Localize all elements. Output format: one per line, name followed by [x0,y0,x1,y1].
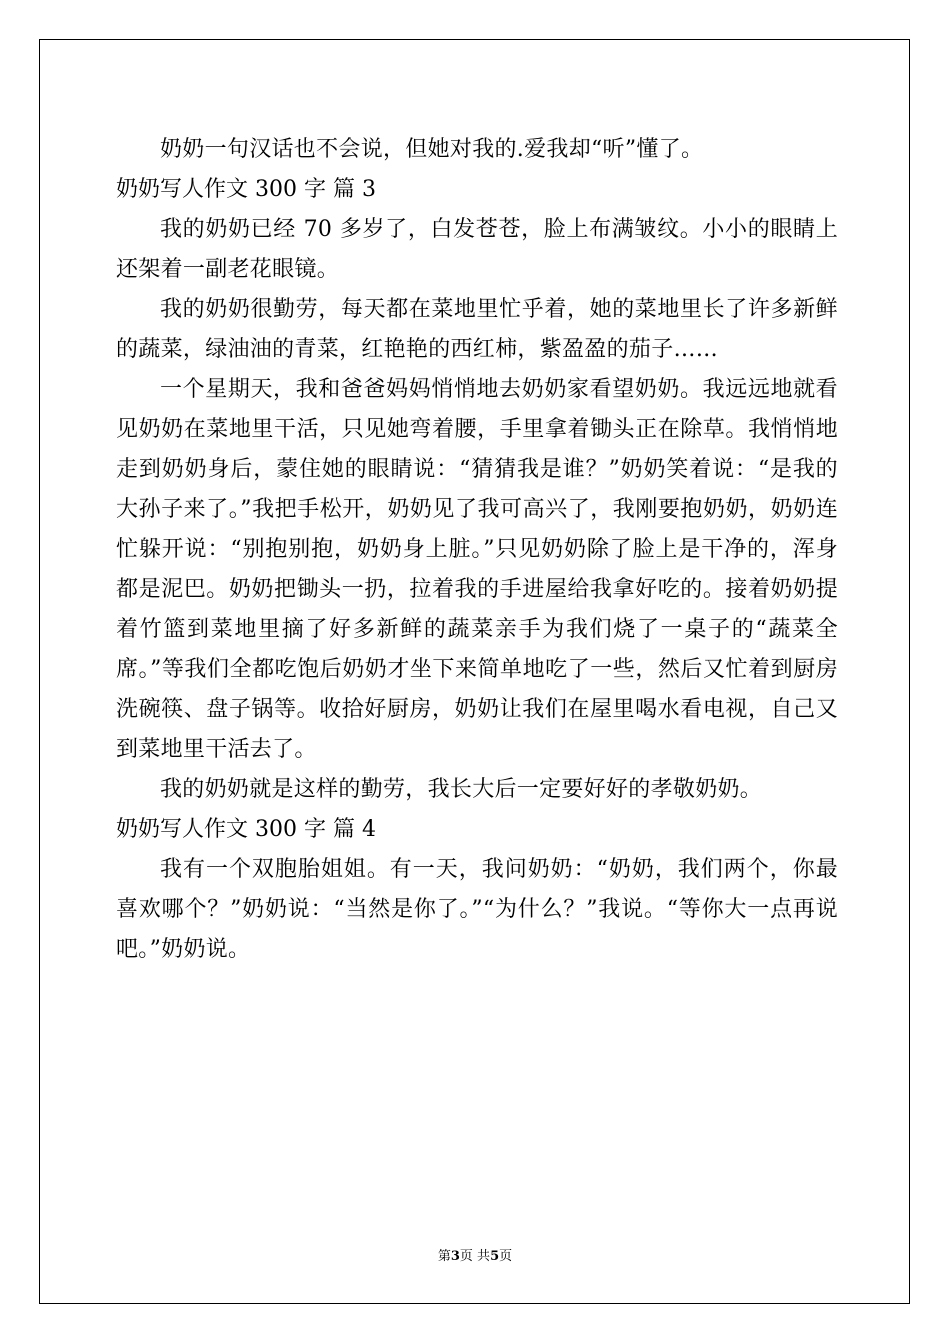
section-heading: 奶奶写人作文 300 字 篇 4 [116,817,376,842]
paragraph: 我的奶奶很勤劳，每天都在菜地里忙乎着，她的菜地里长了许多新鲜的蔬菜，绿油油的青菜，红艳艳的西红柿，紫盈盈的茄子…… [116,297,838,362]
page-footer [0,1248,950,1266]
current-page-number: 3 [450,1249,460,1264]
document-body [116,130,838,970]
footer-prefix: 第 [437,1249,451,1264]
paragraph: 奶奶一句汉话也不会说，但她对我的.爱我却“听”懂了。 [160,137,704,162]
paragraph: 我有一个双胞胎姐姐。有一天，我问奶奶：“奶奶，我们两个，你最喜欢哪个？”奶奶说：“当然是你了。”“为什么？”我说。“等你大一点再说吧。”奶奶说。 [116,857,838,962]
paragraph: 我的奶奶已经 70 多岁了，白发苍苍，脸上布满皱纹。小小的眼睛上还架着一副老花眼镜。 [116,217,838,282]
footer-mid: 页 共 [459,1249,491,1264]
paragraph: 一个星期天，我和爸爸妈妈悄悄地去奶奶家看望奶奶。我远远地就看见奶奶在菜地里干活，只见她弯着腰，手里拿着锄头正在除草。我悄悄地走到奶奶身后，蒙住她的眼睛说：“猜猜我是谁？”奶奶笑着说：“是我的大孙子来了。”我把手松开，奶奶见了我可高兴了，我刚要抱奶奶，奶奶连忙躲开说：“别抱别抱，奶奶身上脏。”只见奶奶除了脸上是干净的，浑身都是泥巴。奶奶把锄头一扔，拉着我的手进屋给我拿好吃的。接着奶奶提着竹篮到菜地里摘了好多新鲜的蔬菜亲手为我们烧了一桌子的“蔬菜全席。”等我们全都吃饱后奶奶才坐下来简单地吃了一些，然后又忙着到厨房洗碗筷、盘子锅等。收拾好厨房，奶奶让我们在屋里喝水看电视，自己又到菜地里干活去了。 [116,377,838,762]
section-heading: 奶奶写人作文 300 字 篇 3 [116,177,376,202]
paragraph: 我的奶奶就是这样的勤劳，我长大后一定要好好的孝敬奶奶。 [160,777,763,802]
footer-suffix: 页 [499,1249,513,1264]
total-pages-number: 5 [490,1249,500,1264]
